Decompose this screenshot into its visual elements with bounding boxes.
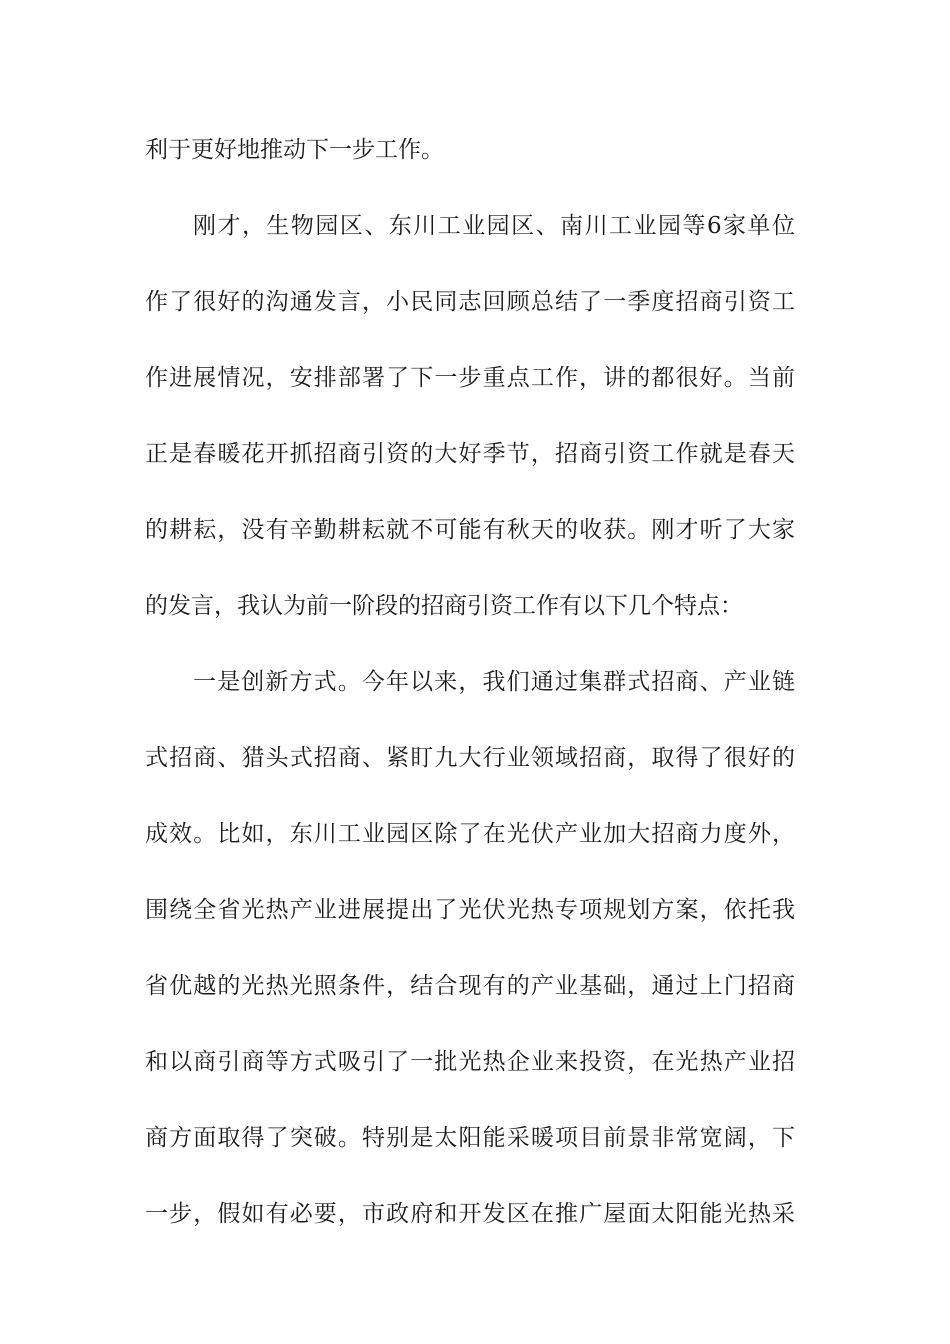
text-line: 一是创新方式。今年以来，我们通过集群式招商、产业链 <box>193 669 795 695</box>
text-line: 省优越的光热光照条件，结合现有的产业基础，通过上门招商 <box>145 973 795 999</box>
text-line: 正是春暖花开抓招商引资的大好季节，招商引资工作就是春天 <box>145 441 795 467</box>
text-line: 成效。比如，东川工业园区除了在光伏产业加大招商力度外， <box>145 821 795 847</box>
text-line: 作了很好的沟通发言，小民同志回顾总结了一季度招商引资工 <box>145 289 795 315</box>
text-line: 式招商、猎头式招商、紧盯九大行业领域招商，取得了很好的 <box>145 745 795 771</box>
text-line: 利于更好地推动下一步工作。 <box>145 137 444 163</box>
text-line: 作进展情况，安排部署了下一步重点工作，讲的都很好。当前 <box>145 365 795 391</box>
text-line: 的发言，我认为前一阶段的招商引资工作有以下几个特点： <box>145 593 743 619</box>
text-line: 围绕全省光热产业进展提出了光伏光热专项规划方案，依托我 <box>145 897 795 923</box>
text-line: 一步，假如有必要，市政府和开发区在推广屋面太阳能光热采 <box>145 1201 795 1227</box>
text-line: 和以商引商等方式吸引了一批光热企业来投资，在光热产业招 <box>145 1049 795 1075</box>
text-line: 商方面取得了突破。特别是太阳能采暖项目前景非常宽阔，下 <box>145 1125 795 1151</box>
text-line: 刚才，生物园区、东川工业园区、南川工业园等6家单位 <box>193 213 795 239</box>
text-line: 的耕耘，没有辛勤耕耘就不可能有秋天的收获。刚才听了大家 <box>145 517 795 543</box>
